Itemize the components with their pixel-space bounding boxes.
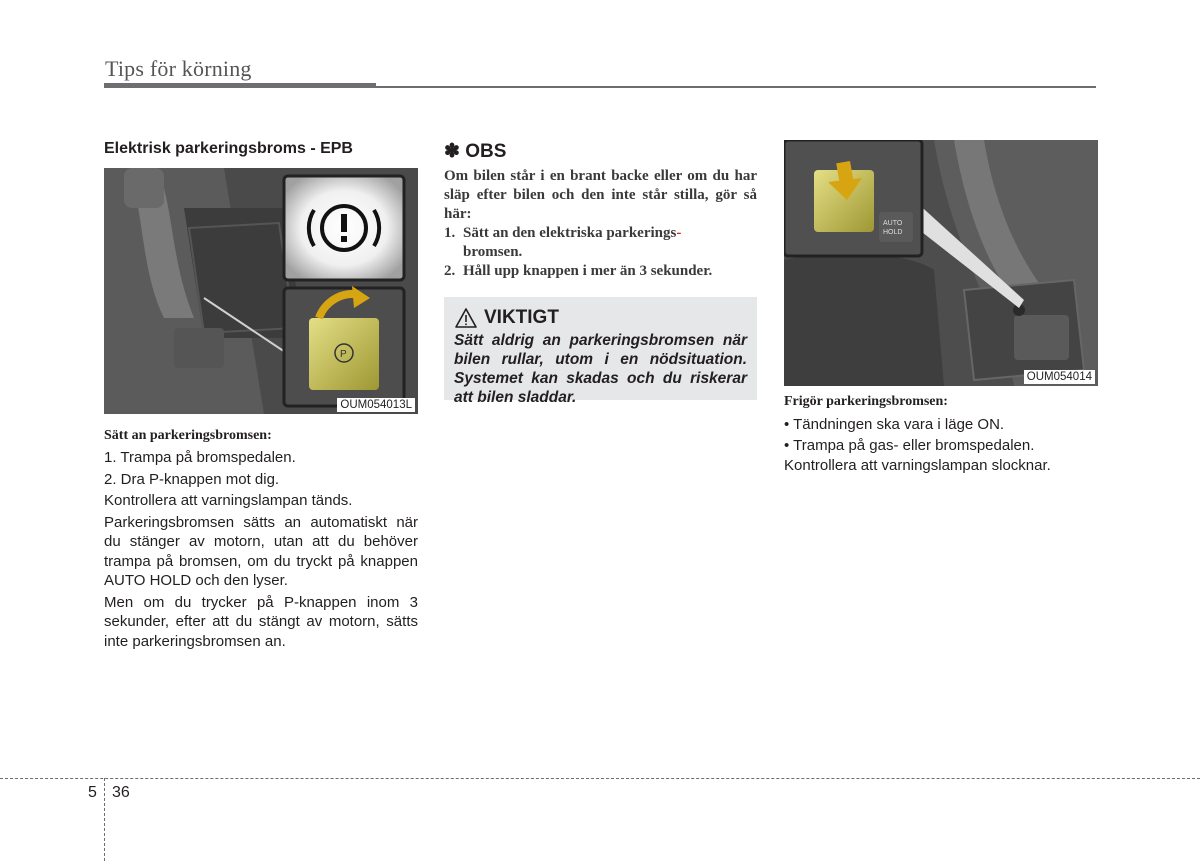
auto-hold-label-line2: HOLD <box>883 229 903 236</box>
closing-text: Kontrollera att varningslampan slocknar. <box>784 457 1051 474</box>
svg-text:P: P <box>340 349 347 360</box>
obs-step-number: 2. <box>444 263 456 279</box>
page-number: 36 <box>112 784 130 801</box>
console-illustration <box>104 168 418 414</box>
right-column <box>784 140 1097 478</box>
obs-steps <box>444 224 757 281</box>
list-item: • Tändningen ska vara i läge ON. <box>784 416 1005 433</box>
header-rule <box>104 83 376 88</box>
warning-header <box>454 307 747 329</box>
step-2: 2. Dra P-knappen mot dig. <box>104 470 280 488</box>
warning-heading: VIKTIGT <box>484 307 559 328</box>
release-conditions <box>784 414 1097 456</box>
image-code: OUM054013L <box>337 398 415 412</box>
warning-text: Sätt aldrig an parkeringsbromsen när bilen rullar, utom i en nödsituation. Systemet kan skadas och du riskerar att bilen sladdar. <box>454 332 747 406</box>
warning-triangle-icon <box>454 307 478 329</box>
hyphen-mark: - <box>676 225 682 241</box>
obs-step <box>444 224 757 262</box>
obs-step-text: Håll upp knappen i mer än 3 sekunder. <box>463 263 713 279</box>
obs-step <box>444 262 757 281</box>
console-illustration <box>784 140 1098 386</box>
apply-brake-subheading: Sätt an parkeringsbromsen: <box>104 428 272 443</box>
warning-box <box>444 297 757 406</box>
page-header-title: Tips för körning <box>105 56 252 81</box>
epb-console-photo <box>104 168 418 414</box>
left-column <box>104 140 418 653</box>
section-heading: Elektrisk parkeringsbroms - EPB <box>104 140 353 157</box>
chapter-number: 5 <box>88 784 97 801</box>
step-1: 1. Trampa på bromspedalen. <box>104 449 296 466</box>
footer-divider <box>104 778 105 861</box>
footer-rule <box>0 778 1200 779</box>
obs-intro: Om bilen står i en brant backe eller om du har släp efter bilen och den inte står stilla, gör så här: <box>444 168 757 222</box>
obs-step-number: 1. <box>444 225 456 241</box>
release-console-photo <box>784 140 1098 386</box>
header-rule-thin <box>376 86 1096 88</box>
obs-heading: ✽ OBS <box>444 141 507 162</box>
check-lamp-text: Kontrollera att varningslampan tänds. <box>104 492 353 509</box>
middle-column <box>444 140 757 406</box>
obs-step-continued: bromsen. <box>463 244 523 260</box>
exception-paragraph: Men om du trycker på P-knappen inom 3 sekunder, efter att du stängt av motorn, sätts inte parkeringsbromsen an. <box>104 593 418 650</box>
auto-apply-paragraph: Parkeringsbromsen sätts an automatiskt när du stänger av motorn, utan att du behöver trampa på bromsen, om du tryckt på knappen AUTO HOLD och den lyser. <box>104 513 418 589</box>
release-brake-subheading: Frigör parkeringsbromsen: <box>784 394 948 409</box>
list-item: • Trampa på gas- eller bromspedalen. <box>784 437 1035 454</box>
obs-step-text: Sätt an den elektriska parkerings <box>463 225 677 241</box>
image-code: OUM054014 <box>1024 370 1095 384</box>
auto-hold-label-line1: AUTO <box>883 220 903 227</box>
